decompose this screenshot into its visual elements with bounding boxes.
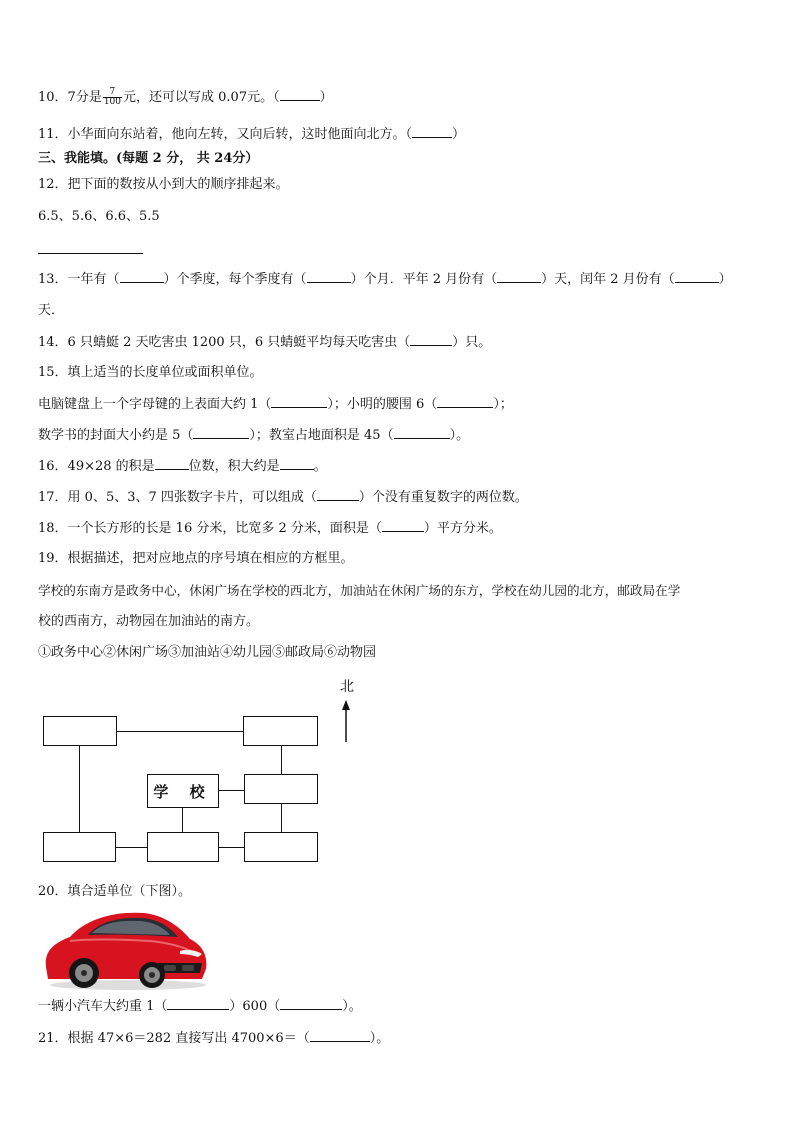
q21-part-a: 21．根据 47×6＝282 直接写出 4700×6＝（ — [38, 1031, 310, 1046]
q20-part-c: ）。 — [342, 999, 362, 1014]
q10-text-before: 10．7分是 — [38, 90, 102, 105]
connector-line — [182, 808, 183, 832]
q15-line-1 — [38, 396, 513, 413]
north-arrow-icon — [336, 700, 356, 744]
q13-part-a: 13．一年有（ — [38, 272, 120, 287]
q21-part-b: ）。 — [369, 1031, 390, 1046]
answer-blank[interactable] — [382, 520, 424, 532]
question-12: 12．把下面的数按从小到大的顺序排起来。 — [38, 177, 289, 192]
map-box-top-left[interactable] — [43, 716, 117, 746]
connector-line — [117, 731, 243, 732]
fraction-7-100 — [103, 88, 122, 107]
q20-part-b: ）600（ — [229, 999, 281, 1014]
answer-blank[interactable] — [280, 458, 314, 470]
answer-blank[interactable] — [412, 126, 452, 138]
q19-options: ①政务中心②休闲广场③加油站④幼儿园⑤邮政局⑥动物园 — [38, 645, 377, 660]
fraction-denominator: 100 — [103, 97, 122, 107]
q10-close: ） — [319, 90, 333, 105]
answer-blank[interactable] — [120, 271, 164, 283]
q19-description-2: 校的西南方，动物园在加油站的南方。 — [38, 614, 260, 629]
q17-part-b: ）个没有重复数字的两位数。 — [358, 490, 528, 505]
answer-blank[interactable] — [155, 458, 189, 470]
question-10 — [38, 88, 333, 107]
q13-part-b: ）个季度，每个季度有（ — [163, 272, 307, 287]
answer-blank[interactable] — [167, 998, 229, 1010]
q15-line-2 — [38, 427, 469, 444]
north-label: 北 — [340, 679, 354, 695]
question-20: 20．填合适单位（下图）。 — [38, 884, 192, 899]
q15-l2-part-c: ）。 — [449, 428, 470, 443]
connector-line — [281, 804, 282, 832]
question-18 — [38, 520, 502, 537]
answer-blank[interactable] — [410, 334, 452, 346]
map-box-top-right[interactable] — [243, 716, 318, 746]
q15-l2-part-a: 数学书的封面大小约是 5（ — [38, 428, 194, 443]
answer-blank[interactable] — [271, 396, 327, 408]
connector-line — [219, 790, 244, 791]
q16-part-b: 位数，积大约是 — [188, 459, 280, 474]
question-19: 19．根据描述，把对应地点的序号填在相应的方框里。 — [38, 551, 354, 566]
q11-close: ） — [452, 127, 466, 142]
q14-part-b: ）只。 — [452, 335, 492, 350]
red-car-icon — [40, 907, 210, 991]
answer-line[interactable] — [38, 253, 143, 254]
connector-line — [79, 746, 80, 832]
answer-blank[interactable] — [317, 489, 359, 501]
answer-blank[interactable] — [280, 89, 320, 101]
fraction-numerator: 7 — [103, 88, 122, 98]
answer-blank[interactable] — [394, 427, 450, 439]
q17-part-a: 17．用 0、5、3、7 四张数字卡片，可以组成（ — [38, 490, 317, 505]
q15-l2-part-b: ）；教室占地面积是 45（ — [249, 428, 394, 443]
connector-line — [219, 847, 244, 848]
map-box-bottom-left[interactable] — [43, 832, 116, 862]
q20-part-a: 一辆小汽车大约重 1（ — [38, 999, 168, 1014]
school-box: 学 校 — [147, 774, 219, 808]
connector-line — [281, 746, 282, 774]
q15-l1-part-c: ）； — [493, 397, 513, 412]
answer-blank[interactable] — [497, 271, 541, 283]
answer-blank[interactable] — [437, 396, 493, 408]
answer-blank[interactable] — [675, 271, 719, 283]
q13-part-c: ）个月．平年 2 月份有（ — [350, 272, 498, 287]
q12-numbers: 6.5、5.6、6.6、5.5 — [38, 209, 160, 224]
question-15: 15．填上适当的长度单位或面积单位。 — [38, 365, 263, 380]
question-17 — [38, 489, 528, 506]
answer-blank[interactable] — [193, 427, 249, 439]
q15-l1-part-b: ）；小明的腰围 6（ — [327, 397, 438, 412]
answer-blank[interactable] — [280, 998, 342, 1010]
question-11 — [38, 126, 465, 143]
connector-line — [116, 847, 147, 848]
q10-text-after: 元，还可以写成 0.07元。（ — [123, 90, 280, 105]
map-box-bottom-middle[interactable] — [147, 832, 219, 862]
q19-description-1: 学校的东南方是政务中心，休闲广场在学校的西北方，加油站在休闲广场的东方，学校在幼儿园的北方，邮政局在学 — [38, 583, 681, 598]
q18-part-b: ）平方分米。 — [423, 521, 502, 536]
q11-text: 11．小华面向东站着，他向左转，又向后转，这时他面向北方。（ — [38, 127, 413, 142]
q15-l1-part-a: 电脑键盘上一个字母键的上表面大约 1（ — [38, 397, 272, 412]
q13-line-2: 天． — [38, 303, 65, 318]
q13-part-d: ）天，闰年 2 月份有（ — [541, 272, 675, 287]
q13-part-e: ） — [718, 272, 732, 287]
q16-part-c: 。 — [313, 459, 327, 474]
answer-blank[interactable] — [307, 271, 351, 283]
question-16 — [38, 458, 327, 475]
answer-blank[interactable] — [310, 1030, 370, 1042]
q20-answer-line — [38, 998, 362, 1015]
q18-part-a: 18．一个长方形的长是 16 分米，比宽多 2 分米，面积是（ — [38, 521, 382, 536]
question-13 — [38, 271, 732, 288]
map-box-middle-right[interactable] — [244, 774, 318, 804]
question-14 — [38, 334, 491, 351]
q14-part-a: 14．6 只蜻蜓 2 天吃害虫 1200 只，6 只蜻蜓平均每天吃害虫（ — [38, 335, 411, 350]
q16-part-a: 16．49×28 的积是 — [38, 459, 155, 474]
question-21 — [38, 1030, 389, 1047]
section-3-heading: 三、我能填。(每题 2 分， 共 24分） — [38, 151, 259, 166]
map-box-bottom-right[interactable] — [244, 832, 318, 862]
